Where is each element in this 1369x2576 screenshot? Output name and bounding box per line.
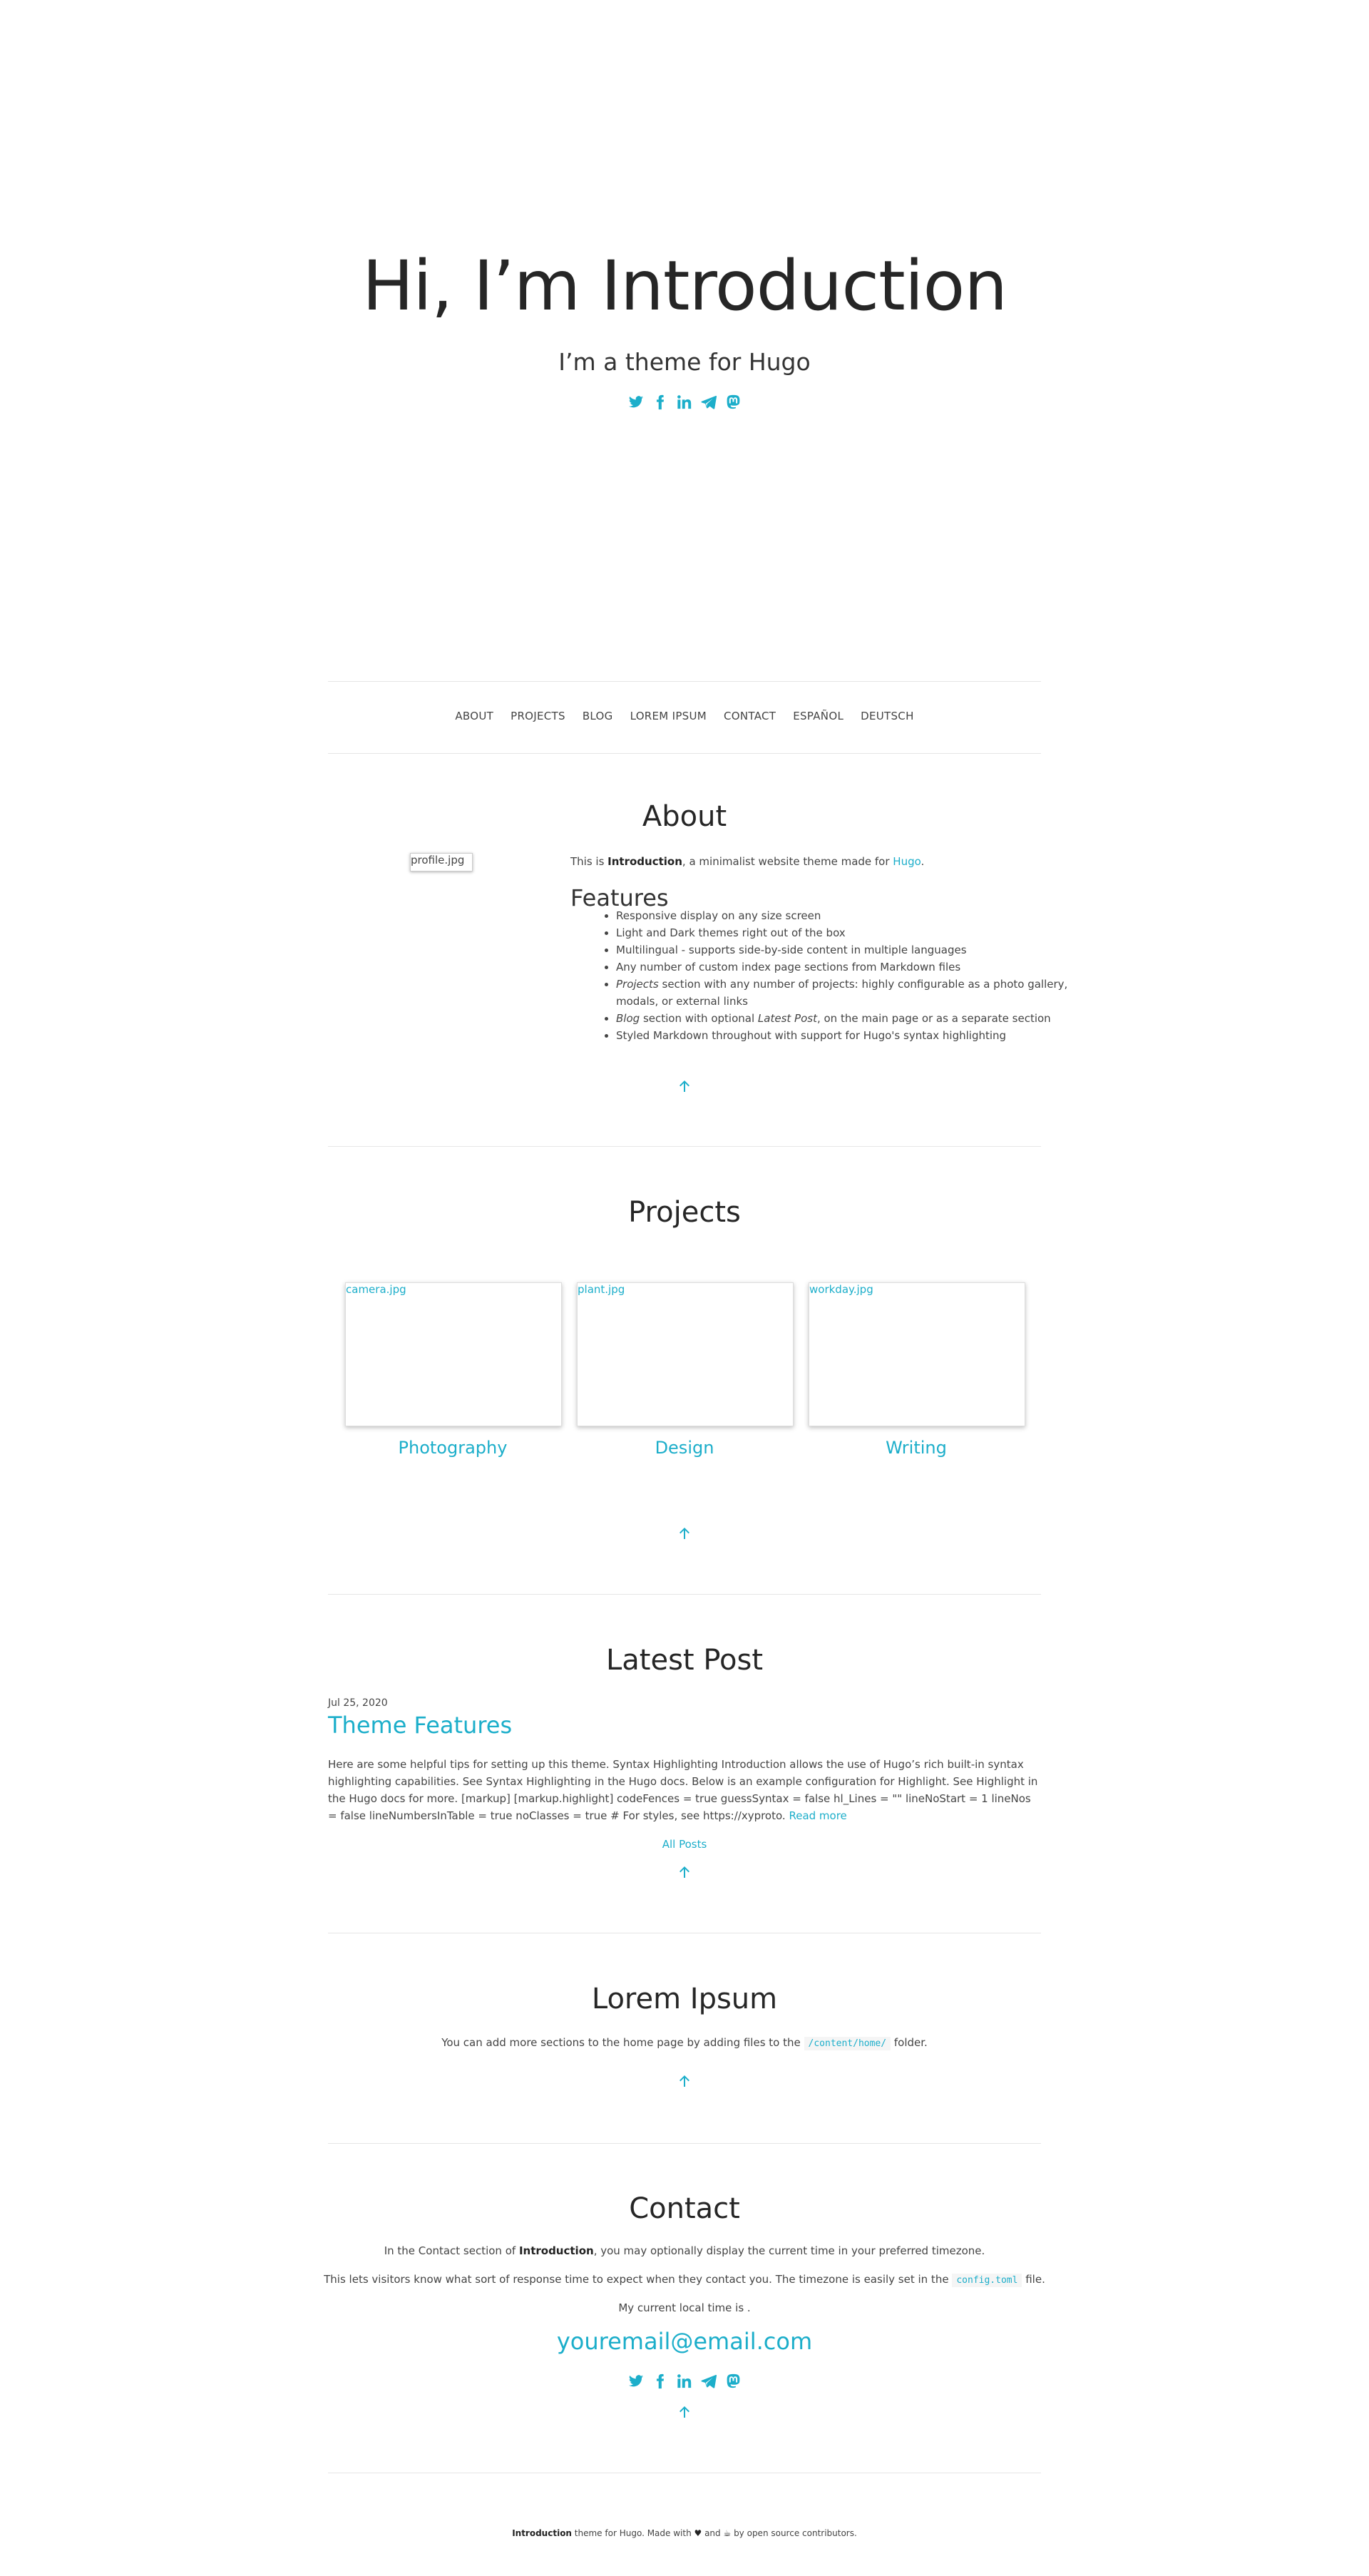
arrow-up-icon (676, 1078, 693, 1095)
facebook-icon[interactable] (652, 394, 668, 410)
list-item: • Responsive display on any size screen (616, 907, 1080, 924)
lorem-heading: Lorem Ipsum (591, 1983, 778, 2015)
blog-em: Blog (616, 1012, 640, 1025)
nav-bottom-divider (328, 753, 1041, 754)
nav-item-deutsch[interactable]: DEUTSCH (861, 710, 914, 722)
footer-text-2: and (702, 2528, 724, 2538)
project-image-alt: plant.jpg (578, 1283, 625, 1296)
feature-projects-text: section with any number of projects: highly configurable as a photo gallery, modals, or external links (616, 978, 1068, 1008)
linkedin-icon[interactable] (677, 2373, 692, 2389)
telegram-icon[interactable] (701, 394, 717, 410)
coffee-icon: ☕ (723, 2528, 732, 2538)
hero-social-links (0, 394, 1369, 410)
contact-line-2 (0, 2273, 1369, 2286)
contact-line-1-prefix: In the Contact section of (384, 2244, 519, 2257)
contact-email-link[interactable]: youremail@email.com (556, 2328, 813, 2355)
project-card-writing[interactable] (809, 1282, 1025, 1426)
hero-subtitle: I’m a theme for Hugo (558, 348, 811, 376)
projects-divider (328, 1594, 1041, 1595)
contact-line-1-suffix: , you may optionally display the current time in your preferred timezone. (593, 2244, 985, 2257)
project-title-photography[interactable]: Photography (398, 1438, 508, 1458)
lorem-divider (328, 2143, 1041, 2144)
projects-heading: Projects (628, 1196, 741, 1229)
linkedin-icon[interactable] (677, 394, 692, 410)
about-divider (328, 1146, 1041, 1147)
footer (0, 2528, 1369, 2538)
about-intro (570, 855, 924, 868)
arrow-up-icon (676, 1525, 693, 1542)
lorem-text-prefix: You can add more sections to the home page by adding files to the (441, 2036, 801, 2049)
project-card-photography[interactable] (345, 1282, 562, 1426)
nav-item-blog[interactable]: BLOG (582, 710, 613, 722)
contact-line-1 (0, 2244, 1369, 2257)
contact-line-1-bold: Introduction (518, 2244, 594, 2257)
about-intro-prefix: This is (570, 855, 608, 868)
profile-image-alt: profile.jpg (411, 854, 465, 867)
footer-theme-link[interactable]: Introduction (512, 2528, 572, 2538)
all-posts-link[interactable]: All Posts (662, 1838, 707, 1851)
contact-line-2-suffix: file. (1025, 2273, 1045, 2286)
back-to-top-contact[interactable] (676, 2403, 693, 2421)
twitter-icon[interactable] (628, 2373, 644, 2389)
list-item: • Styled Markdown throughout with support for Hugo's syntax highlighting (616, 1027, 1080, 1044)
project-card-design[interactable] (577, 1282, 794, 1426)
back-to-top-lorem[interactable] (676, 2072, 693, 2090)
list-item: • Light and Dark themes right out of the box (616, 924, 1080, 941)
post-title-link[interactable]: Theme Features (328, 1712, 513, 1739)
nav-item-lorem-ipsum[interactable]: LOREM IPSUM (630, 710, 707, 722)
back-to-top-about[interactable] (676, 1078, 693, 1095)
project-title-design[interactable]: Design (655, 1438, 714, 1458)
footer-text-3: by open source contributors. (731, 2528, 857, 2538)
mastodon-icon[interactable] (725, 394, 741, 410)
features-heading: Features (570, 884, 669, 911)
lorem-text-suffix: folder. (893, 2036, 928, 2049)
about-heading: About (642, 800, 727, 833)
lorem-text (0, 2036, 1369, 2049)
projects-em: Projects (616, 978, 659, 991)
arrow-up-icon (676, 2403, 693, 2421)
nav-top-divider (328, 681, 1041, 682)
post-date: Jul 25, 2020 (328, 1697, 388, 1709)
post-summary (328, 1756, 1041, 1824)
main-nav (0, 710, 1369, 722)
project-title-writing[interactable]: Writing (886, 1438, 947, 1458)
hugo-link[interactable]: Hugo (893, 855, 921, 868)
about-intro-suffix: . (921, 855, 925, 868)
latest-post-em: Latest Post (757, 1012, 817, 1025)
back-to-top-blog[interactable] (676, 1864, 693, 1881)
facebook-icon[interactable] (652, 2373, 668, 2389)
post-summary-text: Here are some helpful tips for setting up this theme. Syntax Highlighting Introduction allows the use of Hugo’s rich built-in syntax highlighting capabilities. See Syntax Highlighting in the Hugo docs. Below is an example configuration for Highlight. See Highlight in the Hugo docs for more. [markup] [markup.highlight] codeFences = true guessSyntax = false hl_Lines = "" lineNoStart = 1 lineNos = false lineNumbersInTable = true noClasses = true # For styles, see https://xyproto. (328, 1758, 1038, 1822)
list-item (616, 976, 1080, 1010)
nav-item-espanol[interactable]: ESPAÑOL (793, 710, 844, 722)
latest-post-heading: Latest Post (605, 1644, 764, 1677)
project-image-alt: workday.jpg (809, 1283, 873, 1296)
arrow-up-icon (676, 1864, 693, 1881)
nav-item-about[interactable]: ABOUT (455, 710, 494, 722)
content-home-code: /content/home/ (804, 2037, 891, 2050)
hero-title: Hi, I’m Introduction (362, 246, 1007, 326)
features-list (585, 907, 1080, 1044)
arrow-up-icon (676, 2072, 693, 2090)
list-item: • Any number of custom index page sections from Markdown files (616, 959, 1080, 976)
local-time-text: My current local time is . (618, 2301, 751, 2314)
read-more-link[interactable]: Read more (789, 1809, 847, 1822)
contact-social-links (0, 2373, 1369, 2389)
nav-item-projects[interactable]: PROJECTS (511, 710, 565, 722)
about-intro-mid: , a minimalist website theme made for (682, 855, 893, 868)
heart-icon: ♥ (694, 2528, 702, 2538)
back-to-top-projects[interactable] (676, 1525, 693, 1542)
list-item: • Multilingual - supports side-by-side content in multiple languages (616, 941, 1080, 959)
contact-heading: Contact (629, 2192, 740, 2225)
profile-image (410, 853, 473, 872)
twitter-icon[interactable] (628, 394, 644, 410)
about-intro-bold: Introduction (607, 855, 682, 868)
feature-blog-text: section with optional (642, 1012, 755, 1025)
contact-line-2-prefix: This lets visitors know what sort of response time to expect when they contact you. The timezone is easily set in the (324, 2273, 949, 2286)
telegram-icon[interactable] (701, 2373, 717, 2389)
footer-text-1: theme for Hugo. Made with (571, 2528, 694, 2538)
list-item (616, 1010, 1080, 1027)
mastodon-icon[interactable] (725, 2373, 741, 2389)
feature-blog-suffix: , on the main page or as a separate section (816, 1012, 1051, 1025)
config-toml-code: config.toml (952, 2274, 1022, 2287)
project-image-alt: camera.jpg (346, 1283, 406, 1296)
nav-item-contact[interactable]: CONTACT (724, 710, 776, 722)
